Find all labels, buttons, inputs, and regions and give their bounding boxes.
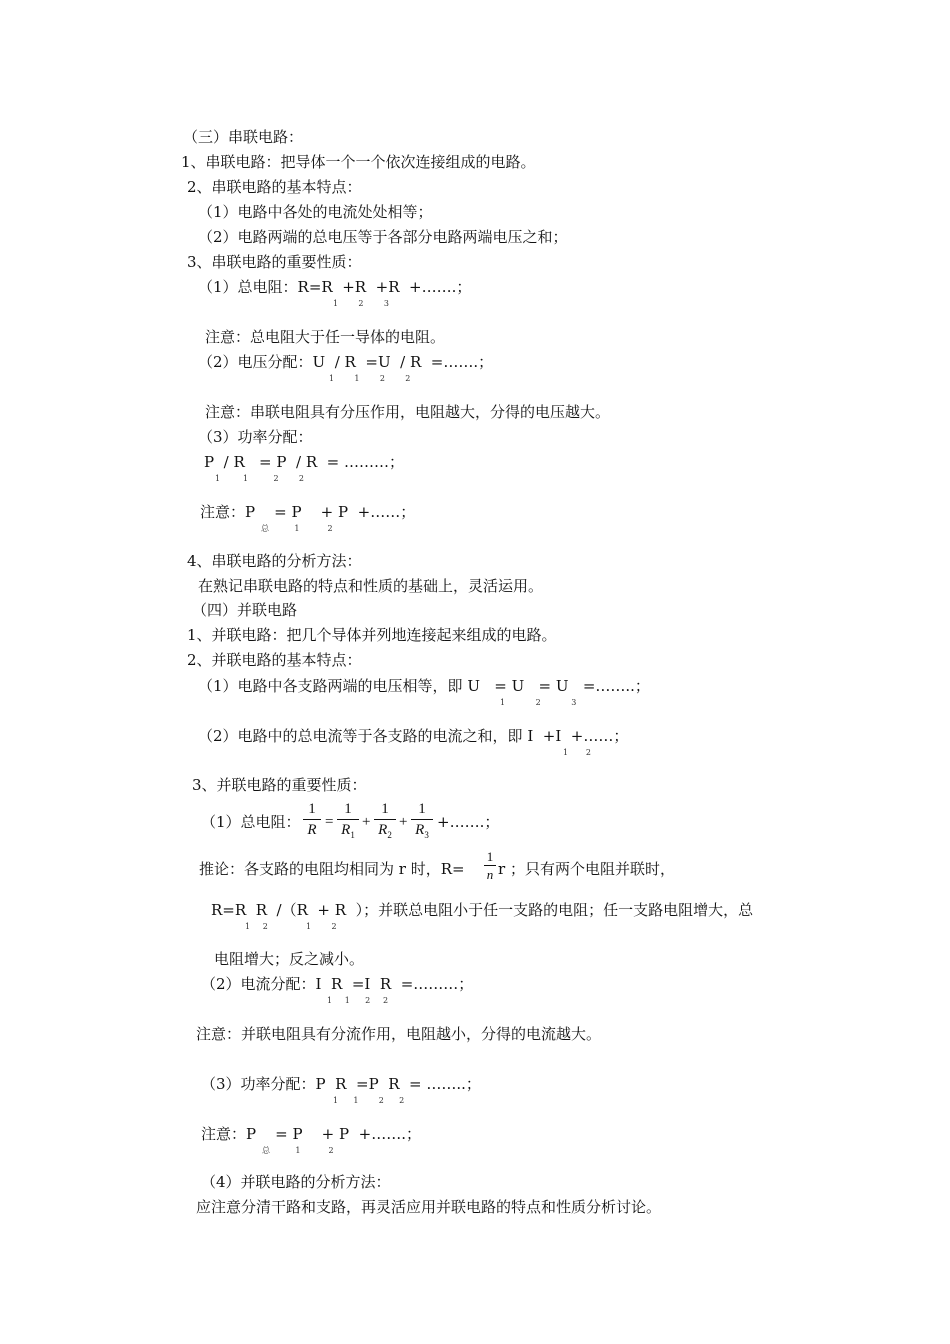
series-power-note-subscripts: 总 1 2 xyxy=(261,524,333,533)
fraction-bar xyxy=(484,865,496,866)
parallel-current-subscripts: 1 2 xyxy=(563,748,591,757)
fraction-denominator: n xyxy=(486,867,494,882)
fraction-numerator: 1 xyxy=(308,801,316,817)
parallel-power-note-subscripts: 总 1 2 xyxy=(262,1146,334,1155)
series-feature-voltage: （2）电路两端的总电压等于各部分电路两端电压之和； xyxy=(198,228,568,246)
parallel-current-distribution-subscripts: 1 1 2 2 xyxy=(327,996,389,1005)
parallel-two-resistors-subscripts: 1 2 1 2 xyxy=(245,922,337,931)
fraction-one-over-r3 xyxy=(411,800,433,844)
plus-sign: + xyxy=(399,814,408,830)
fraction-one-over-r1 xyxy=(337,800,359,844)
parallel-current-distribution: （2）电流分配：I R =I R =………； xyxy=(201,975,474,993)
fraction-numerator: 1 xyxy=(381,801,389,817)
series-analysis-text: 在熟记串联电路的特点和性质的基础上，灵活运用。 xyxy=(198,577,544,595)
parallel-basic-features-heading: 2、并联电路的基本特点： xyxy=(187,651,362,669)
fraction-bar xyxy=(411,819,433,820)
fraction-denominator: $R_1$ xyxy=(341,822,355,840)
parallel-current-note: 注意：并联电阻具有分流作用，电阻越小，分得的电流越大。 xyxy=(196,1025,602,1043)
parallel-corollary-end: r ；只有两个电阻并联时， xyxy=(498,860,675,878)
series-definition: 1、串联电路：把导体一个一个依次连接组成的电路。 xyxy=(181,153,536,171)
series-power-subscripts: 1 1 2 2 xyxy=(215,474,305,483)
parallel-power-note: 注意：P = P + P +…….； xyxy=(201,1125,421,1143)
fraction-one-over-r xyxy=(303,800,321,839)
parallel-two-resistors-formula: R=R R /（R + R ）；并联总电阻小于任一支路的电阻；任一支路电阻增大，总 xyxy=(211,901,754,919)
series-analysis-heading: 4、串联电路的分析方法： xyxy=(187,552,362,570)
equals-sign: = xyxy=(325,814,334,830)
fraction-denominator: $R_2$ xyxy=(378,822,392,840)
fraction-numerator: 1 xyxy=(418,801,426,817)
series-resistance-note: 注意：总电阻大于任一导体的电阻。 xyxy=(205,328,446,346)
parallel-total-resistance-label: （1）总电阻： xyxy=(201,813,301,831)
series-feature-current: （1）电路中各处的电流处处相等； xyxy=(198,203,433,221)
fraction-numerator: 1 xyxy=(344,801,352,817)
series-voltage-distribution: （2）电压分配：U / R =U / R =…….； xyxy=(198,353,494,371)
fraction-one-over-n xyxy=(484,849,496,882)
series-total-resistance-subscripts: 1 2 3 xyxy=(333,299,389,308)
series-power-heading: （3）功率分配： xyxy=(198,428,313,446)
series-voltage-note: 注意：串联电阻具有分压作用，电阻越大，分得的电压越大。 xyxy=(205,403,611,421)
parallel-power-subscripts: 1 1 2 2 xyxy=(333,1096,405,1105)
plus-sign: + xyxy=(362,814,371,830)
parallel-feature-voltage: （1）电路中各支路两端的电压相等，即 U = U = U =……..； xyxy=(198,677,650,695)
parallel-analysis-text: 应注意分清干路和支路，再灵活应用并联电路的特点和性质分析讨论。 xyxy=(196,1198,662,1216)
fraction-bar xyxy=(374,819,396,820)
series-power-distribution: P / R = P / R = ………； xyxy=(204,453,405,471)
parallel-corollary-start: 推论：各支路的电阻均相同为 r 时，R= xyxy=(199,860,465,878)
series-properties-heading: 3、串联电路的重要性质： xyxy=(187,253,362,271)
fraction-one-over-r2 xyxy=(374,800,396,844)
series-power-note: 注意：P = P + P +……； xyxy=(200,503,416,521)
section-title-series: （三）串联电路： xyxy=(183,128,304,146)
fraction-denominator: R xyxy=(307,822,317,838)
series-voltage-subscripts: 1 1 2 2 xyxy=(329,374,411,383)
fraction-bar xyxy=(303,819,321,820)
parallel-power-distribution: （3）功率分配：P R =P R = ……..； xyxy=(201,1075,481,1093)
fraction-numerator: 1 xyxy=(486,849,494,864)
parallel-total-resistance-tail: +…….； xyxy=(437,813,500,831)
series-basic-features-heading: 2、串联电路的基本特点： xyxy=(187,178,362,196)
parallel-resistance-change: 电阻增大；反之减小。 xyxy=(214,950,365,968)
parallel-properties-heading: 3、并联电路的重要性质： xyxy=(192,776,367,794)
section-title-parallel: （四）并联电路 xyxy=(192,601,298,619)
parallel-definition: 1、并联电路：把几个导体并列地连接起来组成的电路。 xyxy=(187,626,557,644)
parallel-feature-current: （2）电路中的总电流等于各支路的电流之和，即 I +I +……； xyxy=(198,727,629,745)
parallel-voltage-subscripts: 1 2 3 xyxy=(500,698,577,707)
fraction-denominator: $R_3$ xyxy=(415,822,429,840)
parallel-analysis-heading: （4）并联电路的分析方法： xyxy=(201,1173,391,1191)
series-total-resistance: （1）总电阻：R=R +R +R +…….； xyxy=(198,278,472,296)
fraction-bar xyxy=(337,819,359,820)
